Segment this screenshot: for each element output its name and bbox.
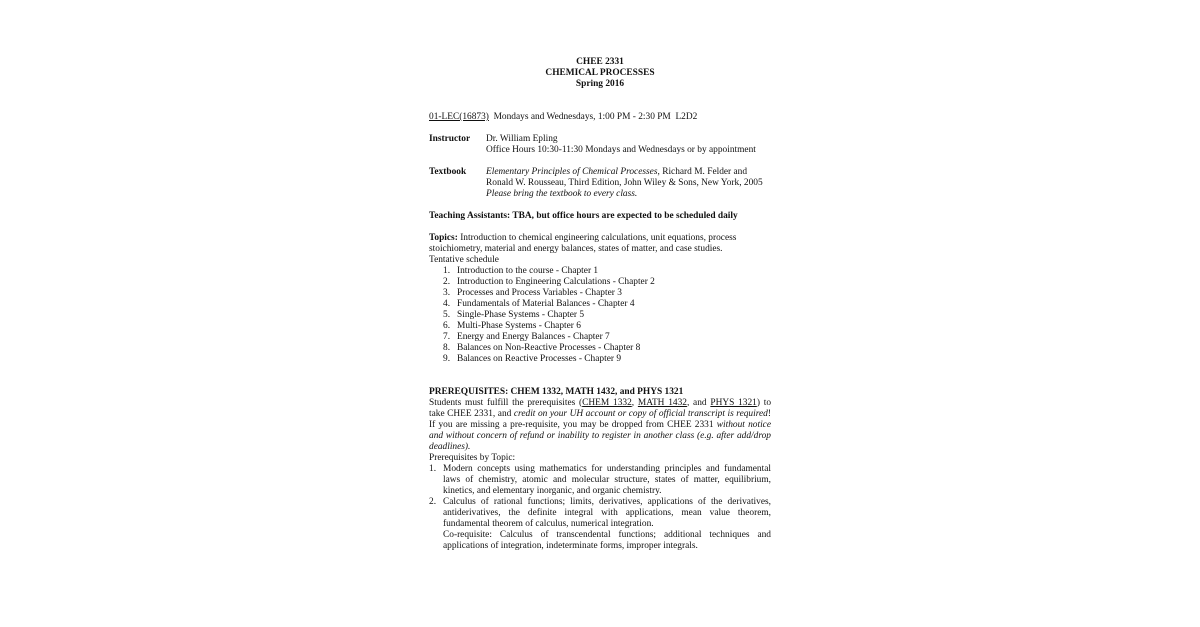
- list-item: 1. Introduction to the course - Chapter 1: [443, 266, 599, 276]
- list-item: 2. Introduction to Engineering Calculations - Chapter 2: [443, 277, 655, 287]
- course-term: Spring 2016: [575, 79, 625, 89]
- office-hours: Office Hours 10:30-11:30 Mondays and Wednesdays or by appointment: [486, 145, 756, 155]
- list-item: 4. Fundamentals of Material Balances - Chapter 4: [443, 299, 635, 309]
- teaching-assistants: Teaching Assistants: TBA, but office hours are expected to be scheduled daily: [429, 211, 738, 221]
- instructor-label: Instructor: [429, 134, 471, 144]
- list-item: 7. Energy and Energy Balances - Chapter 7: [443, 332, 610, 342]
- textbook-row: [429, 167, 771, 200]
- course-name: CHEMICAL PROCESSES: [545, 68, 655, 78]
- chem-1332-link[interactable]: CHEM 1332: [582, 398, 632, 408]
- prerequisite-topic-list: [429, 464, 771, 530]
- list-item: 8. Balances on Non-Reactive Processes - Chapter 8: [443, 343, 641, 353]
- list-item: 9. Balances on Reactive Processes - Chapter 9: [443, 354, 622, 364]
- syllabus-page: [429, 57, 776, 552]
- prerequisites-section: [429, 387, 776, 552]
- list-item: 3. Processes and Process Variables - Chapter 3: [443, 288, 622, 298]
- textbook-info: [486, 167, 771, 200]
- lecture-section: [429, 112, 771, 123]
- course-title-block: [429, 57, 771, 90]
- corequisite: Co-requisite: Calculus of transcendental functions; additional techniques and applications of integration, indeterminate forms, improper integrals.: [443, 530, 771, 551]
- list-item: 2. Calculus of rational functions; limits, derivatives, applications of the derivatives, antiderivatives, the definite integral with applications, mean value theorem, fundamental theorem of calculus, numerical integration.: [429, 497, 771, 529]
- instructor-row: [429, 134, 771, 156]
- prerequisites-heading: PREREQUISITES: CHEM 1332, MATH 1432, and PHYS 1321: [429, 387, 684, 397]
- list-item: 1. Modern concepts using mathematics for understanding principles and fundamental laws of chemistry, atomic and molecular structure, states of matter, equilibrium, kinetics, and elementary inorganic, and organic chemistry.: [429, 464, 771, 496]
- textbook-label: Textbook: [429, 167, 467, 177]
- list-item: 5. Single-Phase Systems - Chapter 5: [443, 310, 585, 320]
- instructor-name: Dr. William Epling: [486, 134, 558, 144]
- topics-text: Introduction to chemical engineering calculations, unit equations, process stoichiometry, material and energy balances, states of matter, and case studies.: [429, 233, 737, 254]
- course-code: CHEE 2331: [576, 57, 624, 67]
- textbook-note: Please bring the textbook to every class.: [486, 189, 638, 199]
- textbook-title: Elementary Principles of Chemical Processes: [486, 167, 658, 177]
- math-1432-link[interactable]: MATH 1432: [637, 398, 687, 408]
- topics-section: [429, 233, 771, 365]
- prerequisites-by-topic-label: Prerequisites by Topic:: [429, 453, 516, 463]
- prerequisites-paragraph: Students must fulfill the prerequisites (CHEM 1332, MATH 1432, and PHYS 1321) to take CHEE 2331, and credit on your UH account or copy of official transcript is required! If you are missing a pre-requisite, you may be dropped from CHEE 2331 without notice and without concern of refund or inability to register in another class (e.g. after add/drop deadlines).: [429, 398, 776, 452]
- tentative-schedule-label: Tentative schedule: [429, 255, 499, 265]
- lecture-section-link[interactable]: 01-LEC(16873): [429, 112, 489, 122]
- lecture-schedule: Mondays and Wednesdays, 1:00 PM - 2:30 PM L2D2: [488, 112, 698, 122]
- instructor-info: [486, 134, 771, 156]
- phys-1321-link[interactable]: PHYS 1321: [710, 398, 757, 408]
- chapter-list: [429, 266, 771, 365]
- list-item: 6. Multi-Phase Systems - Chapter 6: [443, 321, 581, 331]
- textbook-details: , Richard M. Felder and Ronald W. Rousseau, Third Edition, John Wiley & Sons, New York, 2005: [486, 167, 763, 188]
- topics-label: Topics:: [429, 233, 458, 243]
